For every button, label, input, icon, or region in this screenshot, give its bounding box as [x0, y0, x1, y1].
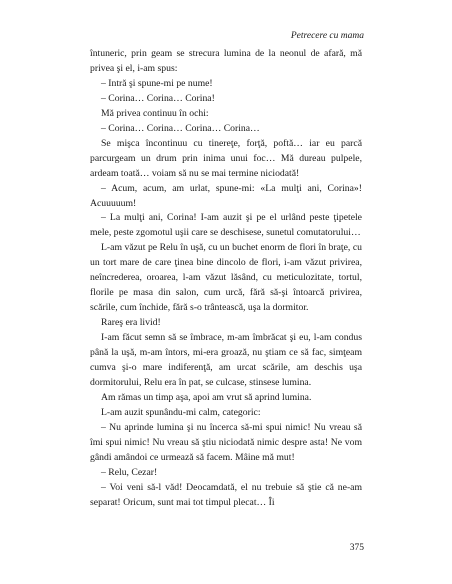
- paragraph: L-am văzut pe Relu în uşă, cu un buchet enorm de flori în braţe, cu un tort mare de care ţinea bine dincolo de flori, i-am văzut privirea, neîncrederea, oroarea, l-am văzut lăsând, cu meticulozitate, tortul, florile pe masa din salon, cum urcă, fără să-şi întoarcă privirea, scările, cum închide, fără s-o trântească, uşa la dormitor.: [90, 242, 362, 314]
- paragraph: – Corina… Corina… Corina!: [101, 92, 215, 104]
- page-number: 375: [349, 543, 364, 553]
- running-header: Petrecere cu mama: [290, 31, 364, 41]
- paragraph: Se mişca încontinuu cu tinereţe, forţă, poftă… iar eu parcă parcurgeam un drum prin inima unui foc… Mă dureau pulpele, ardeam toată… voiam să nu se mai termine niciodată!: [90, 137, 362, 179]
- paragraph: Rareş era livid!: [101, 317, 161, 329]
- paragraph: întuneric, prin geam se strecura lumina de la neonul de afară, mă privea şi el, i-am spus:: [90, 48, 362, 74]
- body-text: [90, 47, 362, 511]
- paragraph: Mă privea continuu în ochi:: [101, 107, 209, 119]
- paragraph: – La mulţi ani, Corina! I-am auzit şi pe el urlând peste ţipetele mele, peste zgomotul uşii care se deschisese, sunetul comutatorului…: [90, 212, 362, 239]
- paragraph: – Voi veni să-l văd! Deocamdată, el nu trebuie să ştie că ne-am separat! Oricum, sunt mai tot timpul plecat… Îi: [90, 481, 362, 508]
- paragraph: I-am făcut semn să se îmbrace, m-am îmbrăcat şi eu, l-am condus până la uşă, m-am întors, mi-era groază, nu ştiam ce să fac, simţeam cumva şi-o mare indiferenţă, am urcat scările, am deschis uşa dormitorului, Relu era în pat, se culcase, stinsese lumina.: [90, 332, 362, 388]
- paragraph: – Relu, Cezar!: [101, 466, 158, 478]
- paragraph: – Intră şi spune-mi pe nume!: [101, 77, 213, 89]
- paragraph: – Acum, acum, am urlat, spune-mi: «La mulţi ani, Corina»! Acuuuuum!: [90, 182, 362, 209]
- paragraph: L-am auzit spunându-mi calm, categoric:: [101, 406, 261, 418]
- paragraph: – Corina… Corina… Corina… Corina…: [101, 122, 260, 134]
- paragraph: – Nu aprinde lumina şi nu încerca să-mi spui nimic! Nu vreau să îmi spui nimic! Nu vreau să ştiu niciodată nimic despre asta! Ne vom gândi amândoi ce urmează să facem. Mâine mă mut!: [90, 421, 362, 463]
- paragraph: Am rămas un timp aşa, apoi am vrut să aprind lumina.: [101, 391, 312, 403]
